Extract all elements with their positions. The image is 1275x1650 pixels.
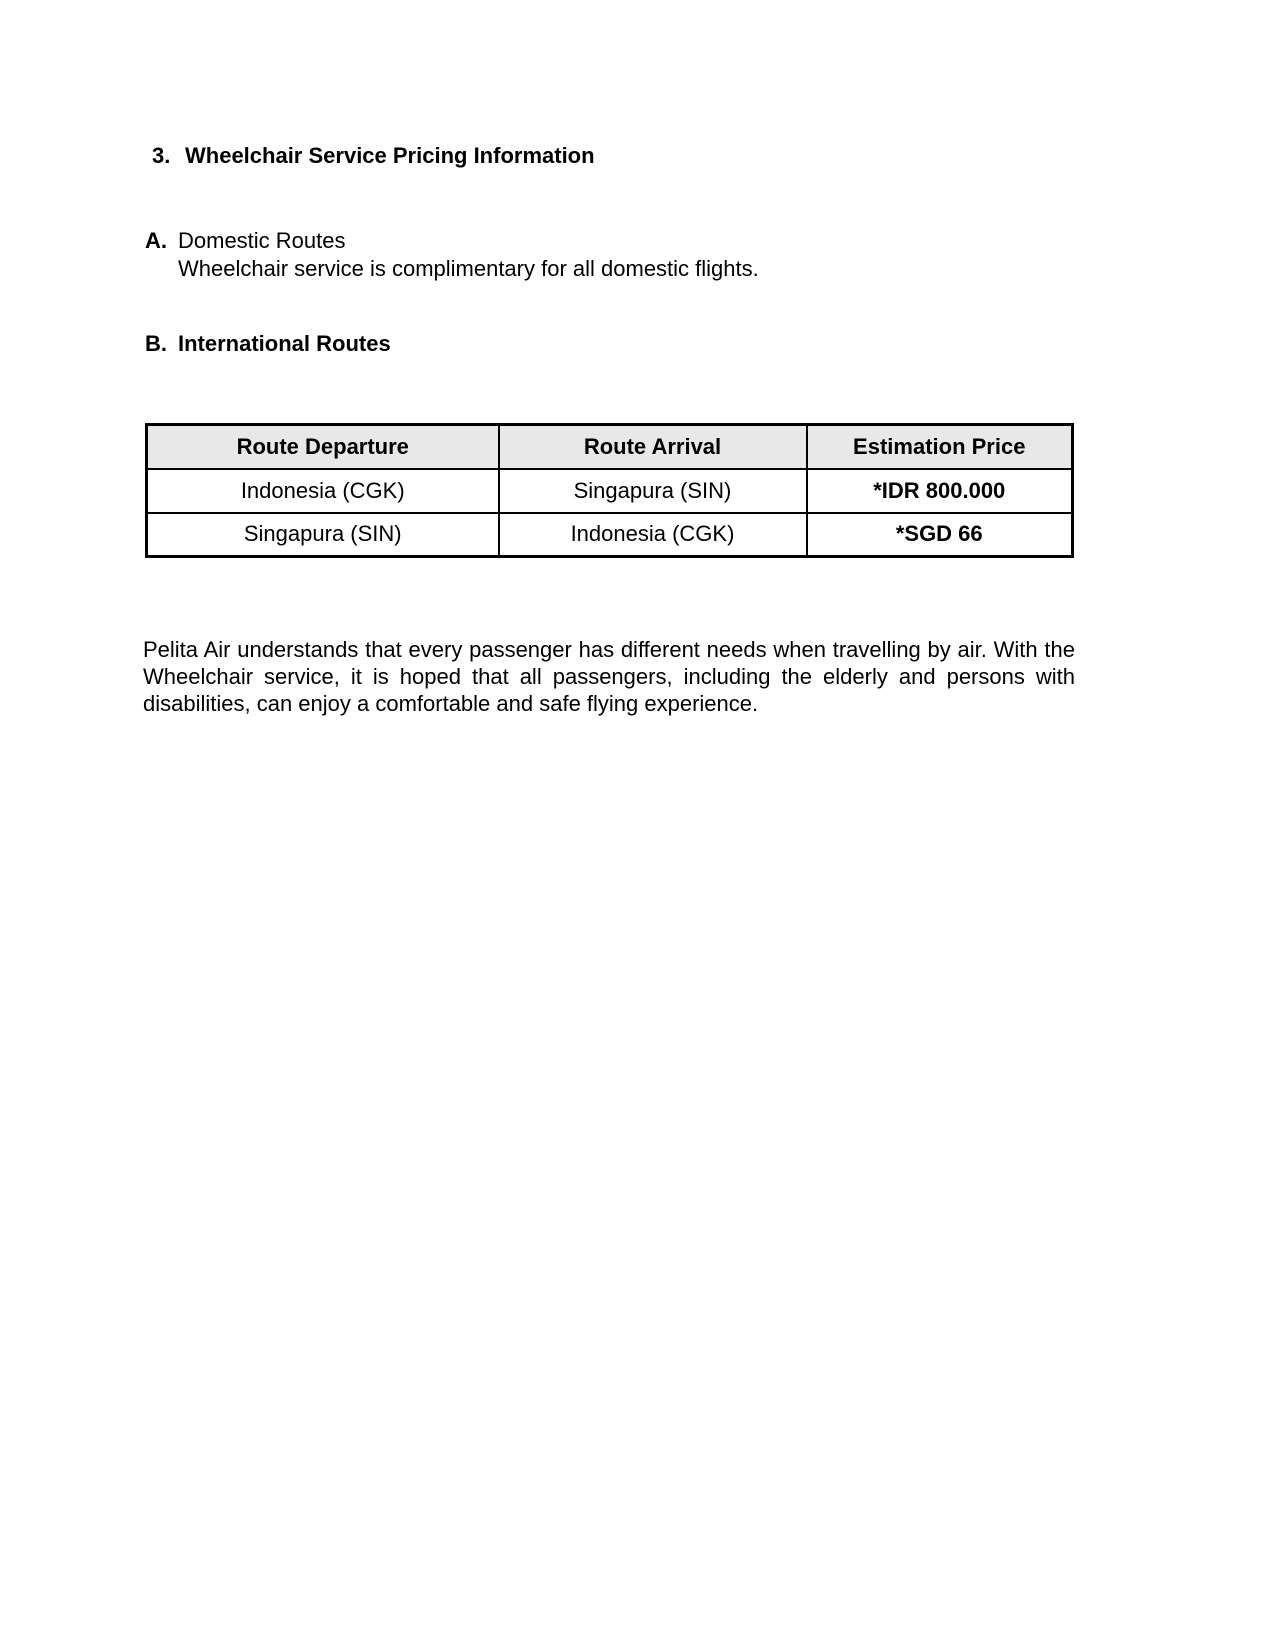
pricing-table-container — [145, 423, 1071, 558]
section-a-title: Domestic Routes — [178, 228, 346, 253]
table-row — [147, 513, 1073, 557]
section-b-letter: B. — [145, 331, 167, 356]
cell-arrival: Singapura (SIN) — [499, 469, 807, 513]
section-international-routes — [145, 330, 391, 358]
pricing-table — [145, 423, 1074, 558]
section-a-letter: A. — [145, 228, 167, 253]
closing-paragraph: Pelita Air understands that every passenger has different needs when travelling by air. With the Wheelchair service, it is hoped that all passengers, including the elderly and persons with disabilities, can enjoy a comfortable and safe flying experience. — [143, 637, 1075, 716]
col-header-route-departure: Route Departure — [147, 425, 499, 469]
section-b-title-row — [145, 330, 391, 358]
heading-number: 3. — [152, 143, 171, 168]
table-row — [147, 469, 1073, 513]
cell-departure: Indonesia (CGK) — [147, 469, 499, 513]
cell-price: *SGD 66 — [807, 513, 1073, 557]
heading-title: Wheelchair Service Pricing Information — [185, 143, 595, 168]
section-a-title-row — [145, 227, 759, 255]
section-a-body: Wheelchair service is complimentary for all domestic flights. — [178, 256, 759, 281]
col-header-estimation-price: Estimation Price — [807, 425, 1073, 469]
cell-arrival: Indonesia (CGK) — [499, 513, 807, 557]
cell-price: *IDR 800.000 — [807, 469, 1073, 513]
section-domestic-routes — [145, 227, 759, 283]
col-header-route-arrival: Route Arrival — [499, 425, 807, 469]
section-b-title: International Routes — [178, 331, 391, 356]
pricing-heading — [152, 142, 595, 170]
cell-departure: Singapura (SIN) — [147, 513, 499, 557]
table-header-row — [147, 425, 1073, 469]
